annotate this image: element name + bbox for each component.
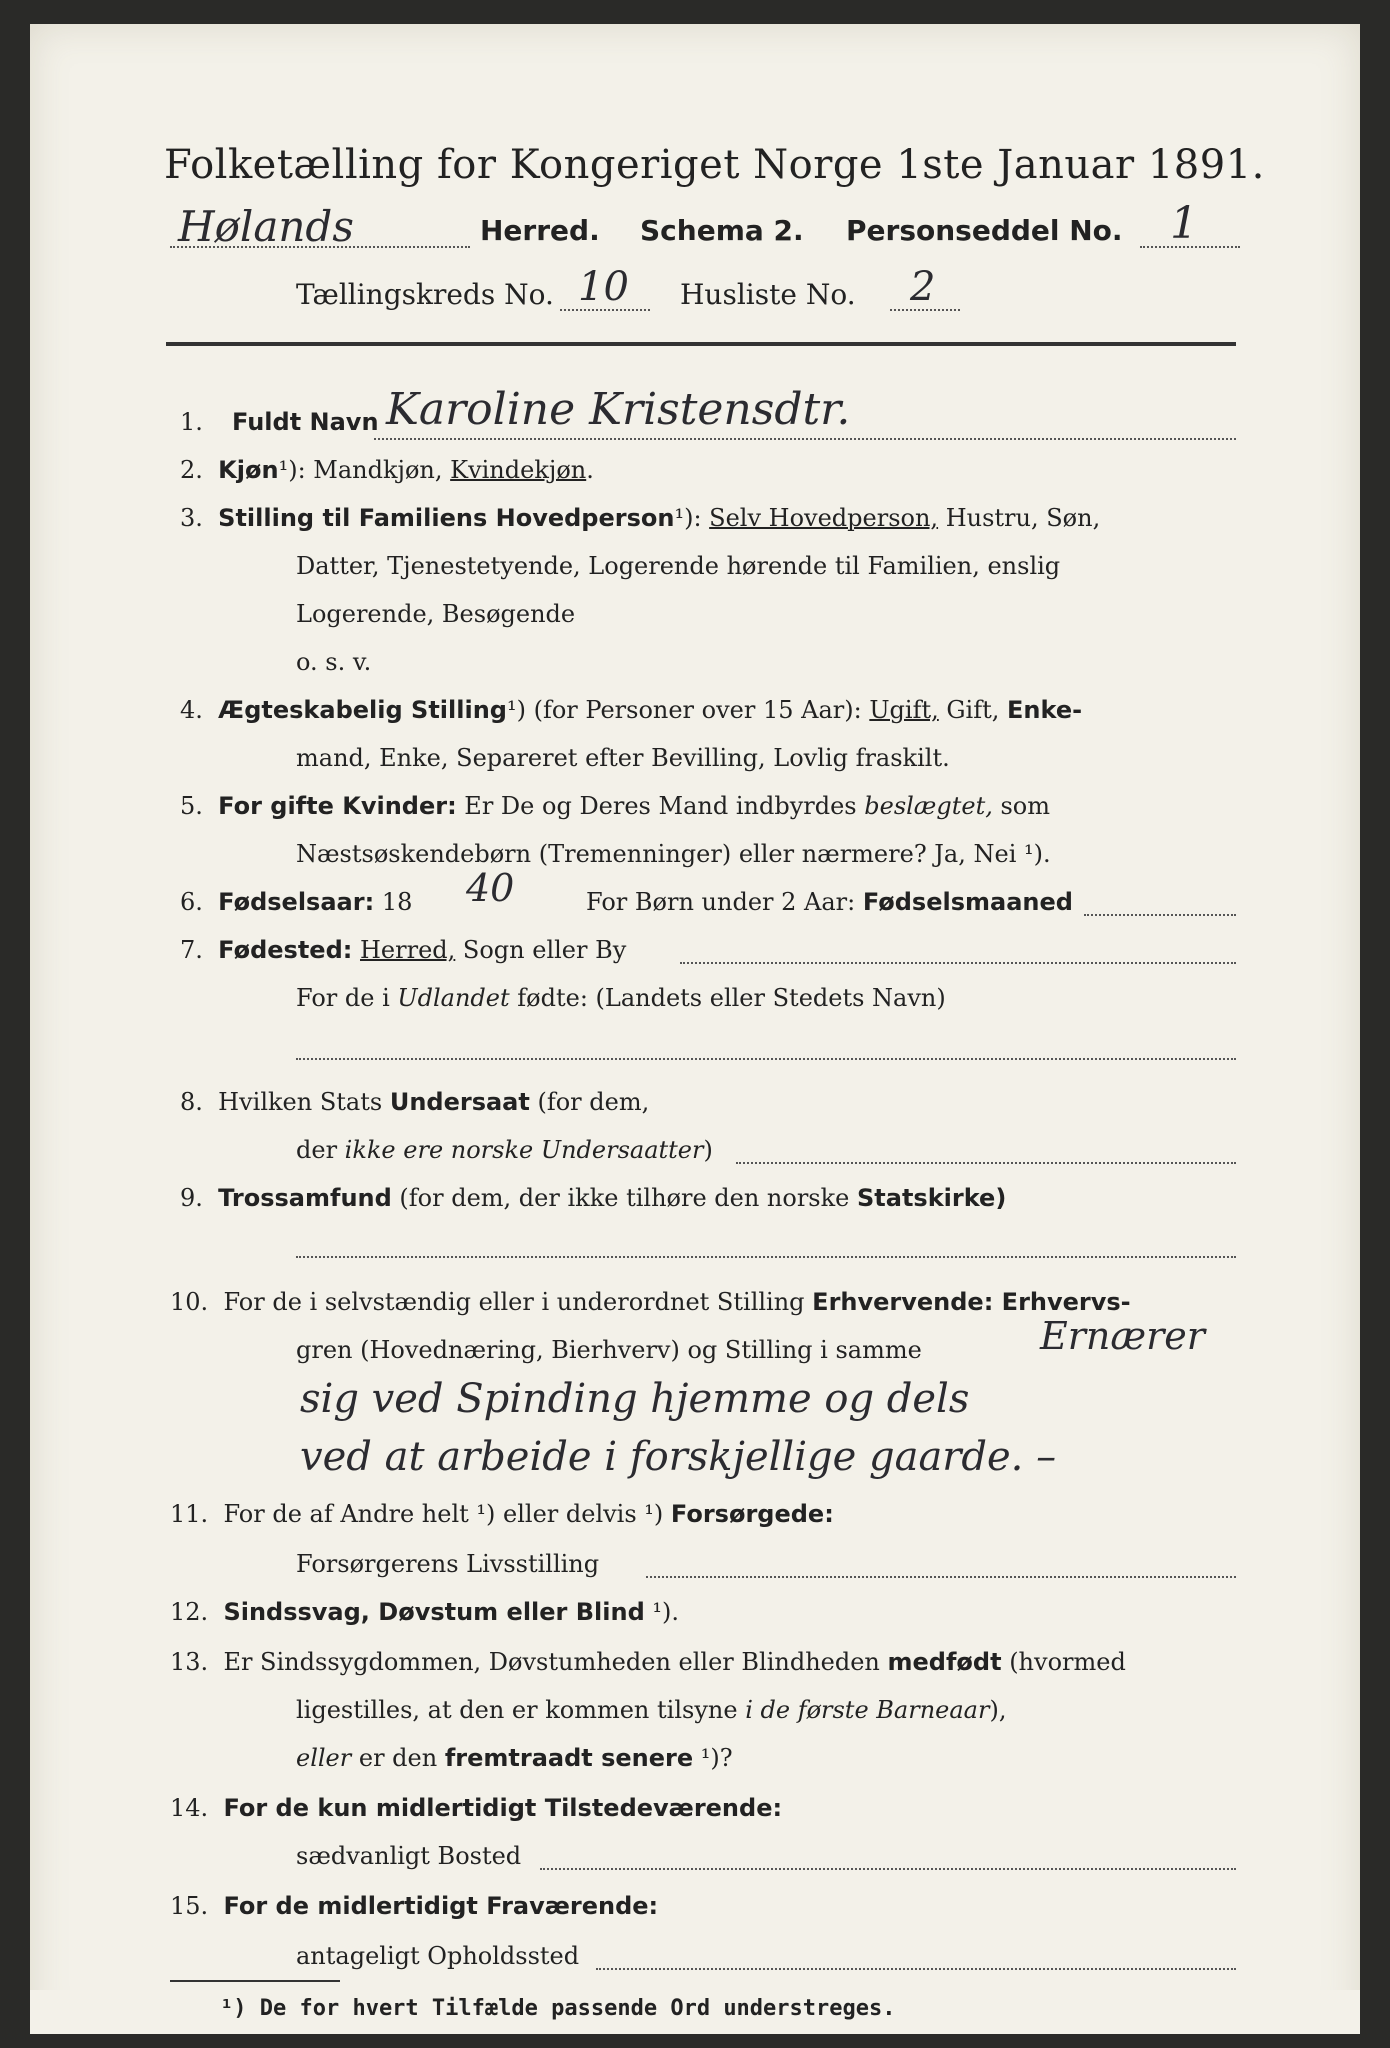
q14-line2: sædvanligt Bosted bbox=[296, 1842, 522, 1870]
q12-row: 12. Sindssvag, Døvstum eller Blind ¹). bbox=[170, 1598, 679, 1626]
q10-occupation-value-b: sig ved Spinding hjemme og dels bbox=[300, 1376, 970, 1422]
personseddel-dotted-line bbox=[1140, 246, 1240, 248]
q13-line3: eller er den fremtraadt senere ¹)? bbox=[296, 1744, 733, 1772]
q11-row: 11. For de af Andre helt ¹) eller delvis ¹) Forsørgede: bbox=[170, 1500, 834, 1528]
schema-label: Schema 2. bbox=[640, 214, 804, 247]
q6-row: 6. Fødselsaar: 18 bbox=[180, 888, 413, 916]
q3-line3: Logerende, Besøgende bbox=[296, 600, 576, 628]
q1-dotted-line bbox=[374, 438, 1236, 440]
q1-full-name-value: Karoline Kristensdtr. bbox=[386, 384, 851, 435]
herred-label: Herred. bbox=[480, 214, 600, 247]
personseddel-label: Personseddel No. bbox=[846, 214, 1123, 247]
q14-row: 14. For de kun midlertidigt Tilstedeværende: bbox=[170, 1794, 783, 1822]
kreds-label: Tællingskreds No. bbox=[296, 278, 554, 311]
form-title: Folketælling for Kongeriget Norge 1ste Januar 1891. bbox=[164, 142, 1265, 188]
q8-line2: der ikke ere norske Undersaatter) bbox=[296, 1136, 713, 1164]
q2-row: 2. Kjøn¹): Mandkjøn, Kvindekjøn. bbox=[180, 456, 594, 484]
q11-line2: Forsørgerens Livsstilling bbox=[296, 1550, 600, 1578]
q9-row: 9. Trossamfund (for dem, der ikke tilhøre den norske Statskirke) bbox=[180, 1184, 1007, 1212]
kreds-value: 10 bbox=[578, 264, 629, 310]
q14-dotted-line bbox=[540, 1868, 1236, 1870]
kreds-dotted-line bbox=[560, 309, 650, 311]
q8-dotted-line bbox=[736, 1162, 1236, 1164]
q10-line2: gren (Hovednæring, Bierhverv) og Stilling i samme bbox=[296, 1336, 922, 1364]
q13-line2: ligestilles, at den er kommen tilsyne i de første Barneaar), bbox=[296, 1696, 1007, 1724]
personseddel-value: 1 bbox=[1170, 198, 1198, 249]
q6b-dotted-line bbox=[1084, 914, 1236, 916]
q10-occupation-value-a: Ernærer bbox=[1040, 1314, 1205, 1358]
q6-birth-year-value: 40 bbox=[466, 866, 515, 910]
q4-row: 4. Ægteskabelig Stilling¹) (for Personer over 15 Aar): Ugift, Gift, Enke- bbox=[180, 696, 1083, 724]
q7-dotted-line bbox=[680, 962, 1236, 964]
q5-row: 5. For gifte Kvinder: Er De og Deres Mand indbyrdes beslægtet, som bbox=[180, 792, 1051, 820]
herred-value: Hølands bbox=[178, 202, 354, 251]
footnote-rule bbox=[170, 1980, 340, 1982]
census-form-page bbox=[30, 24, 1360, 2034]
item-number: 1. bbox=[180, 408, 203, 436]
q15-dotted-line bbox=[596, 1968, 1236, 1970]
q6-row-b: For Børn under 2 Aar: Fødselsmaaned bbox=[586, 888, 1073, 916]
q10-row: 10. For de i selvstændig eller i underordnet Stilling Erhvervende: Erhvervs- bbox=[170, 1288, 1131, 1316]
q1-label: Fuldt Navn bbox=[232, 408, 379, 436]
q3-line2: Datter, Tjenestetyende, Logerende hørende til Familien, enslig bbox=[296, 552, 1061, 580]
q15-line2: antageligt Opholdssted bbox=[296, 1942, 580, 1970]
q8-row: 8. Hvilken Stats Undersaat (for dem, bbox=[180, 1088, 650, 1116]
footnote: ¹) De for hvert Tilfælde passende Ord understreges. bbox=[220, 1996, 896, 2021]
husliste-value: 2 bbox=[910, 264, 936, 310]
q3-line4: o. s. v. bbox=[296, 648, 372, 676]
q10-occupation-value-c: ved at arbeide i forskjellige gaarde. – bbox=[300, 1434, 1057, 1480]
q11-dotted-line bbox=[646, 1576, 1236, 1578]
q7-foreign-dotted-line bbox=[296, 1058, 1236, 1060]
husliste-dotted-line bbox=[890, 309, 960, 311]
herred-dotted-line bbox=[170, 246, 470, 248]
q5-line2: Næstsøskendebørn (Tremenninger) eller nærmere? Ja, Nei ¹). bbox=[296, 840, 1051, 868]
husliste-label: Husliste No. bbox=[680, 278, 856, 311]
q7-row: 7. Fødested: Herred, Sogn eller By bbox=[180, 936, 627, 964]
q15-row: 15. For de midlertidigt Fraværende: bbox=[170, 1892, 659, 1920]
q3-row: 3. Stilling til Familiens Hovedperson¹): Selv Hovedperson, Hustru, Søn, bbox=[180, 504, 1101, 532]
header-rule bbox=[166, 342, 1236, 346]
q4-line2: mand, Enke, Separeret efter Bevilling, Lovlig fraskilt. bbox=[296, 744, 950, 772]
q7-line2: For de i Udlandet fødte: (Landets eller Stedets Navn) bbox=[296, 984, 946, 1012]
q13-row: 13. Er Sindssygdommen, Døvstumheden eller Blindheden medfødt (hvormed bbox=[170, 1648, 1126, 1676]
q9-dotted-line bbox=[296, 1256, 1236, 1258]
